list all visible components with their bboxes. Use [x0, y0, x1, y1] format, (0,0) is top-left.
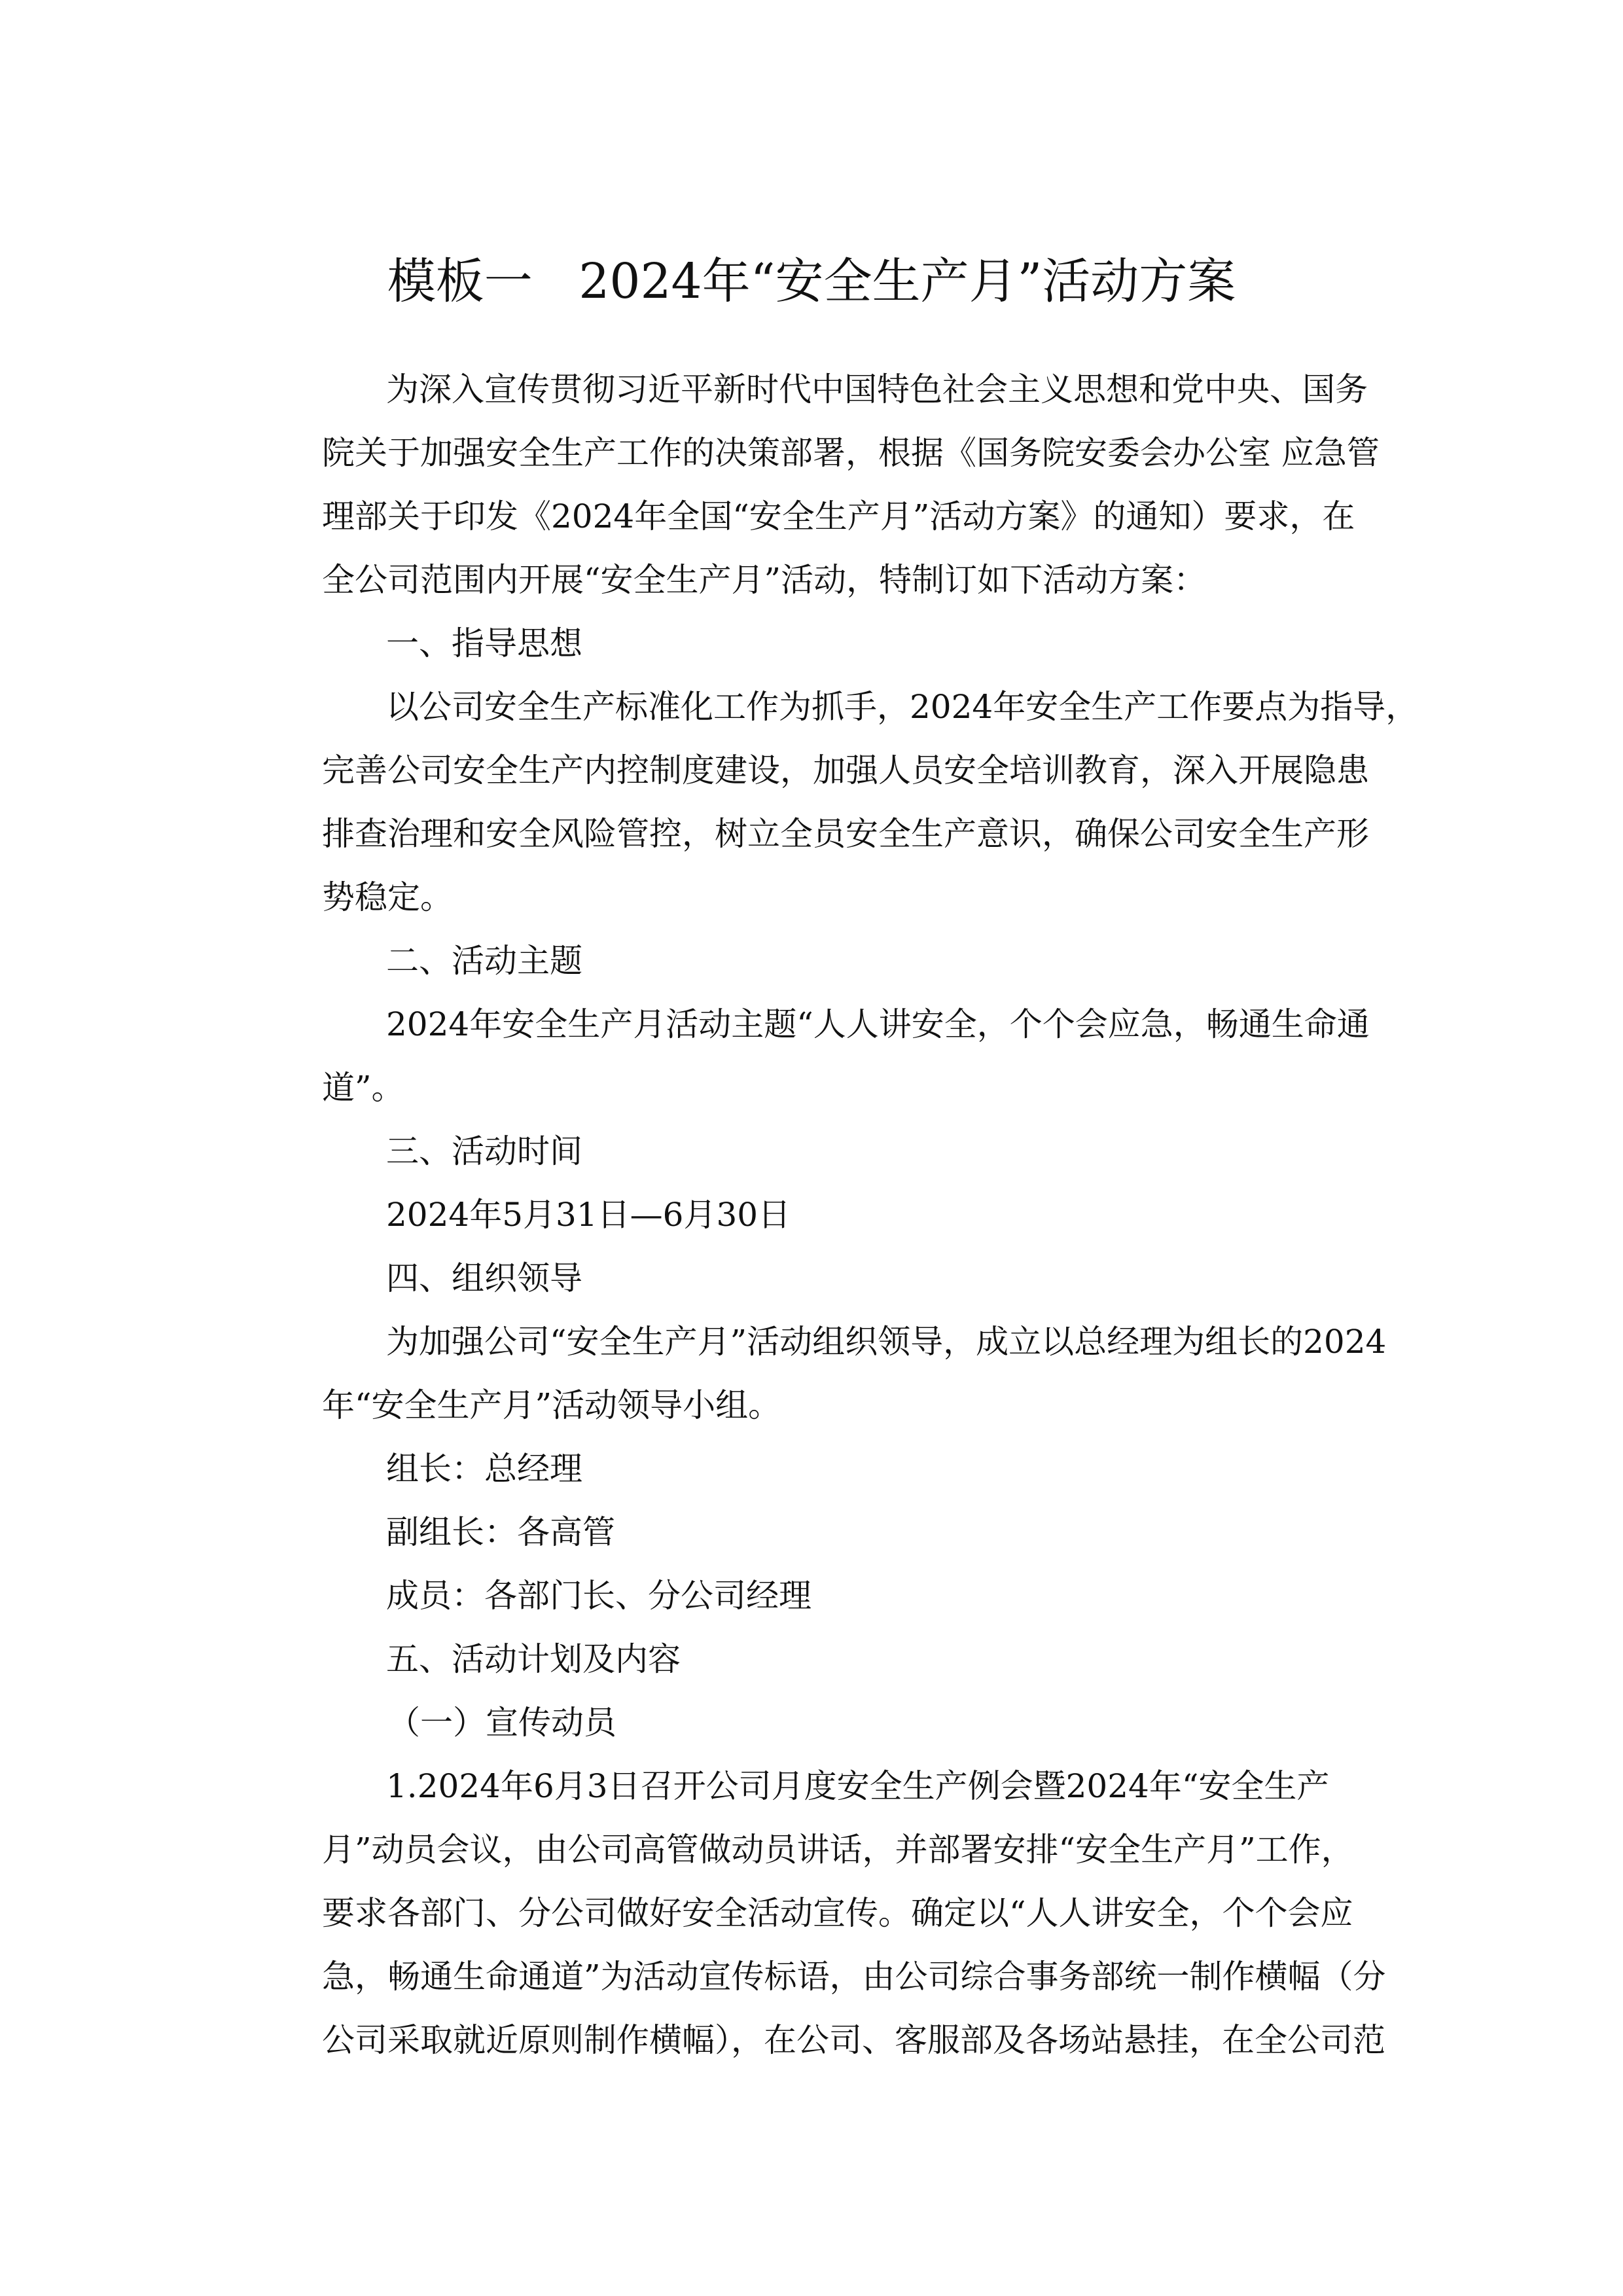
leadership-line-1: 为加强公司“安全生产月”活动组织领导，成立以总经理为组长的2024 [386, 1323, 1387, 1361]
publicity-line-4: 急，畅通生命通道”为活动宣传标语，由公司综合事务部统一制作横幅（分 [322, 1958, 1386, 1996]
guiding-thought-line-3: 排查治理和安全风险管控，树立全员安全生产意识，确保公司安全生产形 [322, 815, 1369, 853]
subsection-heading-publicity: （一）宣传动员 [387, 1704, 616, 1742]
page-title: 模板一 2024年“安全生产月”活动方案 [387, 253, 1236, 310]
publicity-line-2: 月”动员会议，由公司高管做动员讲话，并部署安排“安全生产月”工作， [322, 1831, 1354, 1869]
intro-line-3: 理部关于印发《2024年全国“安全生产月”活动方案》的通知）要求，在 [322, 497, 1355, 535]
theme-line-1: 2024年安全生产月活动主题“人人讲安全，个个会应急，畅通生命通 [386, 1005, 1370, 1043]
activity-time: 2024年5月31日—6月30日 [386, 1196, 791, 1234]
publicity-line-1: 1.2024年6月3日召开公司月度安全生产例会暨2024年“安全生产 [386, 1767, 1330, 1805]
section-heading-leadership: 四、组织领导 [386, 1259, 582, 1297]
intro-line-1: 为深入宣传贯彻习近平新时代中国特色社会主义思想和党中央、国务 [386, 370, 1368, 408]
theme-line-2: 道”。 [322, 1069, 404, 1107]
leadership-line-2: 年“安全生产月”活动领导小组。 [322, 1386, 781, 1424]
section-heading-guiding-thought: 一、指导思想 [386, 624, 582, 662]
deputy-leader: 副组长：各高管 [386, 1513, 615, 1551]
group-leader: 组长：总经理 [386, 1450, 582, 1488]
group-members: 成员：各部门长、分公司经理 [386, 1577, 812, 1615]
guiding-thought-line-2: 完善公司安全生产内控制度建设，加强人员安全培训教育，深入开展隐患 [322, 751, 1369, 789]
section-heading-time: 三、活动时间 [386, 1132, 582, 1170]
section-heading-theme: 二、活动主题 [386, 942, 582, 980]
publicity-line-3: 要求各部门、分公司做好安全活动宣传。确定以“人人讲安全，个个会应 [322, 1894, 1353, 1932]
intro-line-2: 院关于加强安全生产工作的决策部署，根据《国务院安委会办公室 应急管 [322, 434, 1380, 472]
publicity-line-5: 公司采取就近原则制作横幅），在公司、客服部及各场站悬挂，在全公司范 [322, 2021, 1385, 2059]
guiding-thought-line-4: 势稳定。 [322, 878, 453, 916]
intro-line-4: 全公司范围内开展“安全生产月”活动，特制订如下活动方案： [322, 561, 1207, 599]
section-heading-plan: 五、活动计划及内容 [386, 1640, 681, 1678]
guiding-thought-line-1: 以公司安全生产标准化工作为抓手，2024年安全生产工作要点为指导， [386, 688, 1419, 726]
